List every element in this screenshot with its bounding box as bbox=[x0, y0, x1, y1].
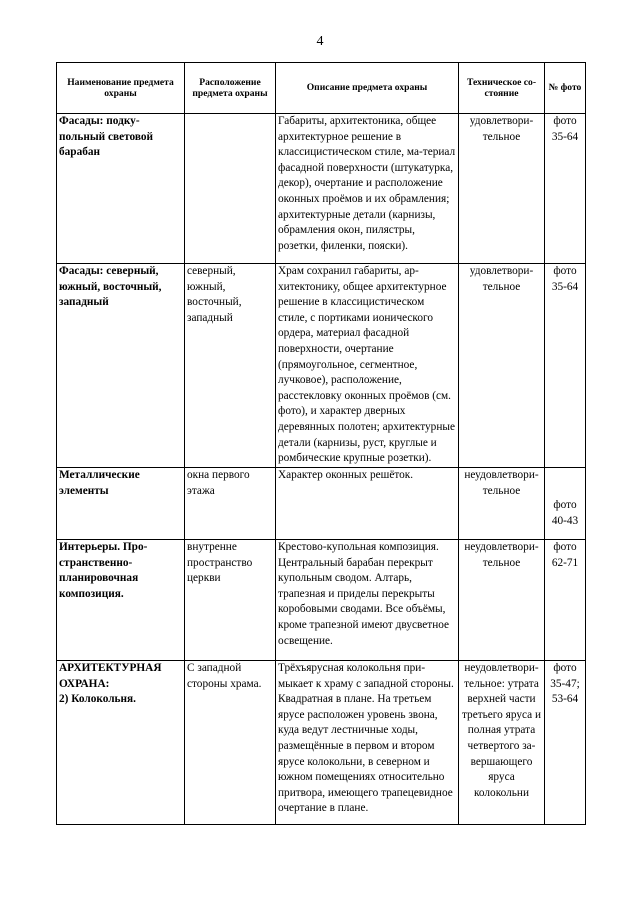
table-row bbox=[57, 114, 586, 264]
row-photo: фото 35-64 bbox=[545, 114, 586, 264]
row-description: Храм сохранил габариты, ар-хитектонику, общее архитектурное решение в классицистическом стиле, с портиками ионического ордера, материал фасадной поверхности, очертание (прямоугольное, сегментное, лучковое), расположение, расстекловку оконных проёмов (см. фото), и характер дверных деревянных полотен; архитектурные детали (карнизы, руст, круглые и ромбические крупные розетки). bbox=[276, 264, 459, 468]
row-state: удовлетвори- тельное bbox=[459, 114, 545, 264]
header-location: Расположение предмета охраны bbox=[185, 63, 276, 114]
row-name: Фасады: подку- польный световой барабан bbox=[57, 114, 185, 264]
row-location: северный, южный, восточный, западный bbox=[185, 264, 276, 468]
row-location: С западной стороны храма. bbox=[185, 661, 276, 825]
row-name: Фасады: северный, южный, восточный, западный bbox=[57, 264, 185, 468]
row-photo: фото 62-71 bbox=[545, 540, 586, 661]
row-description: Трёхъярусная колокольня при-мыкает к храму с западной стороны. Квадратная в плане. На третьем ярусе расположен уровень звона, куда ведут лестничные ходы, размещённые в первом и втором ярусе колокольни, в северном и южном помещениях относительно притвора, имеющего трапецевидное очертание в плане. bbox=[276, 661, 459, 825]
row-photo: фото 35-47; 53-64 bbox=[545, 661, 586, 825]
row-location: окна первого этажа bbox=[185, 468, 276, 540]
header-state: Техническое со-стояние bbox=[459, 63, 545, 114]
row-name: Металлические элементы bbox=[57, 468, 185, 540]
row-name: Интерьеры. Про- странственно- планировочная композиция. bbox=[57, 540, 185, 661]
table-row bbox=[57, 661, 586, 825]
row-photo: фото 40-43 bbox=[551, 499, 579, 527]
table-row bbox=[57, 468, 586, 540]
row-name: АРХИТЕКТУРНАЯ ОХРАНА: 2) Колокольня. bbox=[57, 661, 185, 825]
row-state: неудовлетвори- тельное bbox=[459, 468, 545, 540]
table-row bbox=[57, 540, 586, 661]
header-name: Наименование предмета охраны bbox=[57, 63, 185, 114]
row-state: удовлетвори- тельное bbox=[459, 264, 545, 468]
row-state: неудовлетвори- тельное: утрата верхней части третьего яруса и полная утрата четвертого за- вершающего яруса колокольни bbox=[459, 661, 545, 825]
row-photo-cell bbox=[545, 468, 586, 540]
header-description: Описание предмета охраны bbox=[276, 63, 459, 114]
row-description: Характер оконных решёток. bbox=[276, 468, 459, 540]
row-photo: фото 35-64 bbox=[545, 264, 586, 468]
table-header-row bbox=[57, 63, 586, 114]
page-number: 4 bbox=[316, 34, 324, 49]
table-row bbox=[57, 264, 586, 468]
row-location bbox=[185, 114, 276, 264]
row-state: неудовлетвори- тельное bbox=[459, 540, 545, 661]
row-description: Крестово-купольная композиция. Центральный барабан перекрыт купольным сводом. Алтарь, трапезная и приделы перекрыты коробовыми сводами. Все объёмы, кроме трапезной имеют двусветное освещение. bbox=[276, 540, 459, 661]
row-description: Габариты, архитектоника, общее архитектурное решение в классицистическом стиле, ма-териал фасадной поверхности (штукатурка, декор), очертание и расположение оконных проёмов и их обрамления; архитектурные детали (карнизы, обрамления окон, пилястры, розетки, филенки, пояски). bbox=[276, 114, 459, 264]
row-location: внутренне пространство церкви bbox=[185, 540, 276, 661]
protection-subjects-table bbox=[56, 62, 586, 825]
header-photo: № фото bbox=[545, 63, 586, 114]
